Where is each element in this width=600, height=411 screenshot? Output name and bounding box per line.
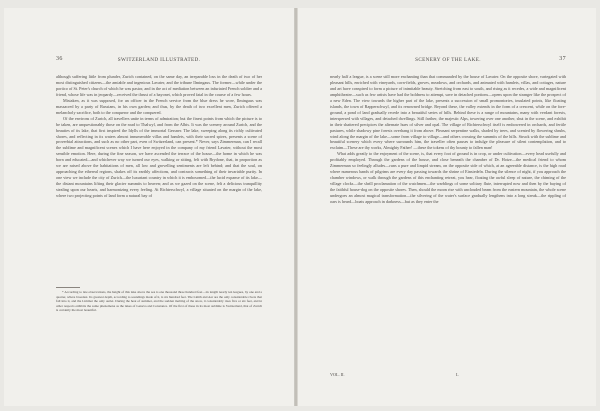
left-page-body — [56, 74, 262, 199]
right-page-header — [330, 56, 566, 64]
right-page-number: 37 — [559, 56, 566, 62]
footnote-rule — [56, 287, 80, 288]
paragraph: nearly half a league, is a scene still more enchanting than that commanded by the house of Lavater. On the opposite shore, variegated with pleasant hills, enriched with vineyards, corn-fields, groves, meadows, and orchards, and animated with hamlets, villas, and cottages, nature and art have conspired to form a picture of inimitable beauty. Stretching from east to south, and rising as it recedes, a wide and magnificent amphitheatre—such as few artists have had the boldness to attempt, save in detached portions—opens upon the stranger like the prospect of a new Eden. The view towards the higher part of the lake, presents a succession of small promontories, insulated points, like floating islands, the town of Rapperschwyl, and its renowned bridge. Beyond these, the valley extends in the form of a crescent, while on the fore-ground, a pond of land gradually recede into a beautiful series of hills. Behind these is a range of mountains, many with verdant forests, interspersed with villages, and detached dwellings. Still farther, the majestic Alps, towering over one another, shut in the scene, and exhibit in their shattered precipices the alternate hues of silver and opal. The village of Richterschwyl itself is embowered in orchards, and fertile pastures, while shadowy pine forests overhang it from above. Pleasant serpentine walks, shaded by trees, and scented by flowering shrubs, wind along the margin of the lake—some from village to village—and others crossing the summits of the hills. Struck with the sublime and beautiful scenery which every where surrounds him, the traveller often pauses to indulge the pleasure of silent contemplation, and to exclaim—These are thy works, Almighty Father! —these the tokens of thy bounty to fallen man! — [330, 74, 566, 151]
footnote: * According to late observations, the height of this lake above the sea is one thousand three hundred feet—its length nearly ten leagues, by one and a quarter, where broadest. Its greatest depth, according to soundings made of it, is six hundred feet. The Limth and Aar are the only considerable rivers that fall into it, and the Limmat the only outlet. During the heat of summer, and the sudden melting of the snow, it considerably rises five or six feet, and in other respects exhibits the same phenomena as the lakes of Geneva and Constance. Of the first of these in its most sublime is Switzerland, that of Zurich is certainly the most beautiful. — [56, 290, 262, 313]
signature-line — [330, 372, 566, 379]
left-page — [4, 8, 295, 406]
signature-mark: L — [456, 372, 459, 377]
paragraph: although suffering little from plunder, Zurich contained, on the same day, an irreparable loss in the death of two of her most distinguished citizens—the amiable and ingenious Lavater, and the tribune Ilmingaus. The former—while under the portico of St. Peter's church of which he was pastor, and in the act of mediation between an infuriated French soldier and a friend, whose life was in jeopardy—received the thrust of a bayonet, which proved fatal in the course of a few hours. — [56, 74, 262, 97]
paragraph: Of the environs of Zurich, all travellers unite in terms of admiration; but the finest points from which the picture is to be taken, are unquestionably those on the road to Thalwyl, and from the Albis. It was the scenery around Zurich, and the beauties of its lake, that first inspired the Idylls of the immortal Gessner. The lake, sweeping along its richly cultivated shores, and reflecting in its waters almost innumerable villas and hamlets, with their sacred spires, presents a scene of proverbial attractions, and such as no other part, even of Switzerland, can present.* Never, says Zimmerman, can I recall the sublime and magnificent scenes which I have here enjoyed in the company of my friend Lavater, without the most sensible emotion. Here, during the fine season, we have ascended the terrace of the house—the home in which he was born and educated—and whichever way we turned our eyes, walking or sitting, felt with Brydone, that, in proportion as we are raised above the habitations of men, all low and grovelling sentiments are left behind; and that the soul, on approaching the ethereal regions, shakes off its earthly affections, and contracts something of their invariable purity. In one view we include the city of Zurich—the luxuriant country in which it is embosomed—the lucid expanse of its lake—the distant mountains lifting their glacier summits to heaven; and as we gazed on the scene, felt a delicious tranquillity stealing upon our hearts, and harmonizing every feeling. At Richterschwyl, a village situated on the margin of the lake, where two projecting points of land form a natural bay of — [56, 115, 262, 199]
left-running-head: SWITZERLAND ILLUSTRATED. — [117, 56, 201, 63]
right-running-head: SCENERY OF THE LAKE. — [415, 56, 481, 63]
left-page-footnotes — [56, 290, 262, 313]
paragraph: Mistaken, as it was supposed, for an officer in the French service from the blue dress he wore, Ilmingaus was massacred by a party of Russians, in his own garden; and thus, by the death of two excellent men, Zurich offered a melancholy sacrifice, both to the conqueror and the conquered. — [56, 97, 262, 115]
right-page — [297, 8, 596, 406]
right-page-body — [330, 74, 566, 205]
left-page-number: 36 — [56, 56, 63, 62]
paragraph: What adds greatly to the enjoyment of the scene, is, that every foot of ground is in crop, or under cultivation—every head usefully and profitably employed. Through the gardens of the house, and close beneath the chamber of Dr. Hotze—the medical friend to whom Zimmerman so feelingly alludes—runs a pure and limpid stream, on the opposite side of which, at an agreeable distance, is the high road where numerous bands of pilgrims are every day passing towards the shrine of Einsiedeln. During the silence of night, if you approach the chamber windows, or walk through the gardens of this enchanting retreat, you hear, floating the awful sleep of nature, the chiming of the village clocks—the shrill proclamation of the watchmen—the warblings of some solitary flute, interrupted now and then by the baying of the faithful house-dog on the opposite shores. Then, should the moon rise with unclouded beam from the eastern mountain, the whole scene undergoes an almost magical transformation—the silvering of the water's surface gradually lengthens into a long streak—the rippling of oars is heard—boats approach in darkness—but as they enter the — [330, 151, 566, 205]
left-page-header — [56, 56, 262, 64]
volume-signature: VOL. II. — [330, 372, 345, 377]
